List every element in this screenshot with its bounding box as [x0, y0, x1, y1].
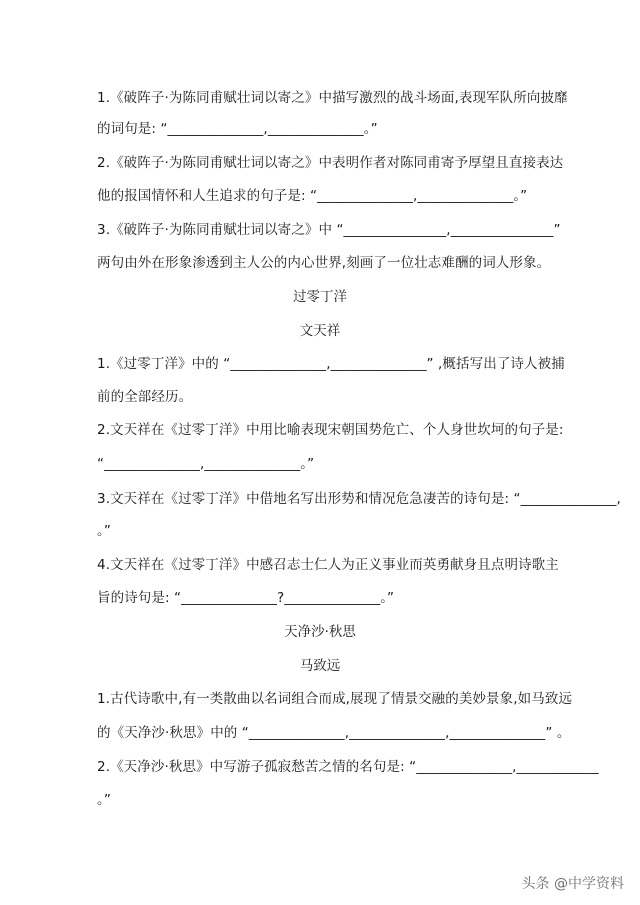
s2-q2-line1: 2.文天祥在《过零丁洋》中用比喻表现宋朝国势危亡、个人身世坎坷的句子是: [97, 422, 564, 438]
s2-q3-line2: 。” [97, 523, 111, 539]
s3-q1-line1: 1.古代诗歌中,有一类散曲以名词组合而成,展现了情景交融的美妙景象,如马致远 [97, 691, 573, 707]
s2-q4-line2: 旨的诗句是: “______________?______________。” [97, 590, 395, 606]
s2-q3-line1: 3.文天祥在《过零丁洋》中借地名写出形势和情况危急凄苦的诗句是: “______________, [97, 491, 621, 507]
s3-q2-line2: 。” [97, 792, 111, 808]
watermark: 头条 @中学资料 [521, 876, 624, 892]
section3-author: 马致远 [299, 658, 341, 674]
s2-q2-line2: “______________,______________。” [97, 456, 315, 472]
s1-q1-line2: 的词句是: “______________,______________。” [97, 121, 378, 137]
section2-author: 文天祥 [299, 323, 341, 339]
s2-q1-line2: 前的全部经历。 [97, 389, 193, 405]
section3-title: 天净沙·秋思 [284, 624, 356, 640]
section2-title: 过零丁洋 [293, 289, 347, 305]
s1-q3-line2: 两句由外在形象渗透到主人公的内心世界,刻画了一位壮志难酬的词人形象。 [97, 255, 551, 271]
s1-q3-line1: 3.《破阵子·为陈同甫赋壮词以寄之》中 “_______________,_______________” [97, 222, 561, 238]
s1-q1-line1: 1.《破阵子·为陈同甫赋壮词以寄之》中描写激烈的战斗场面,表现军队所向披靡 [97, 90, 568, 106]
s1-q2-line1: 2.《破阵子·为陈同甫赋壮词以寄之》中表明作者对陈同甫寄予厚望且直接表达 [97, 155, 564, 171]
s3-q1-line2: 的《天净沙·秋思》中的 “______________,______________,______________” 。 [97, 725, 571, 741]
s2-q1-line1: 1.《过零丁洋》中的 “______________,______________” ,概括写出了诗人被捕 [97, 356, 565, 372]
s3-q2-line1: 2.《天净沙·秋思》中写游子孤寂愁苦之情的名句是: “______________,____________ [97, 759, 599, 775]
s1-q2-line2: 他的报国情怀和人生追求的句子是: “______________,______________。” [97, 188, 528, 204]
s2-q4-line1: 4.文天祥在《过零丁洋》中感召志士仁人为正义事业而英勇献身且点明诗歌主 [97, 557, 559, 573]
